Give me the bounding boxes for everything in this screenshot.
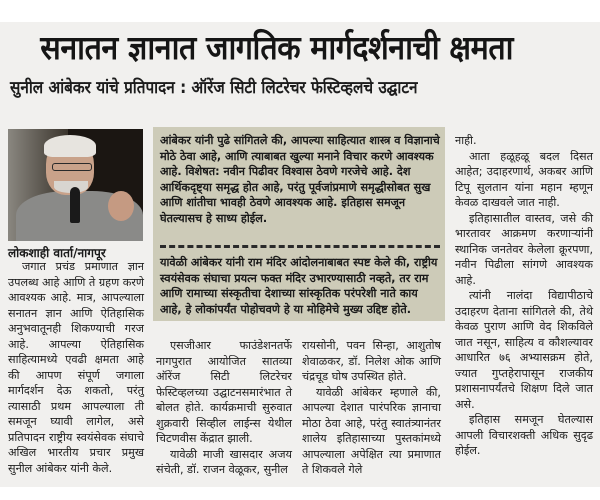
column-4-paragraph: त्यांनी नालंदा विद्यापीठाचे उदाहरण देताना सांगितले की, तेथे केवळ पुराण आणि वेद शिकविले जात नसून, साहित्य व कौशल्यावर आधारित ७६ अभ्यासक्रम होते, ज्यात गुप्तहेरापासून राजकीय प्रशासनापर्यंतचे शिक्षण दिले जात असे. [455,289,593,411]
highlight-paragraph-2: यावेळी आंबेकर यांनी राम मंदिर आंदोलनाबाबत स्पष्ट केले की, राष्ट्रीय स्वयंसेवक संघाचा प्रयत्न फक्त मंदिर उभारण्यासाठी नव्हते, तर राम आणि रामाच्या संस्कृतीचा देशाच्या सांस्कृतिक परंपरेशी नाते काय आहे, हे लोकांपर्यंत पोहोचवणे हे या मोहिमेचे मुख्य उद्दिष्ट होते. [160,256,438,316]
dateline: लोकशाही वार्ता/नागपूर [8,246,106,260]
column-4-paragraph: इतिहासातील वास्तव, जसे की भारतावर आक्रमण करणाऱ्यांनी स्थानिक जनतेवर केलेला क्रूरपणा, नवीन पिढीला सांगणे आवश्यक आहे. [455,211,593,287]
article-subheadline: सुनील आंबेकर यांचे प्रतिपादन : ऑरेंज सिटी लिटरेचर फेस्टिव्हलचे उद्घाटन [10,78,418,98]
photo-figure-glasses [52,163,92,171]
column-3-paragraph: यावेळी आंबेकर म्हणाले की, आपल्या देशात पारंपरिक ज्ञानाचा मोठा ठेवा आहे, परंतु स्वातंत्र्यानंतर शालेय इतिहासाच्या पुस्तकांमध्ये आपल्याला अपेक्षित त्या प्रमाणात ते शिकवले गेले [302,385,441,476]
speaker-photo [8,129,143,241]
article-column-4 [455,133,593,459]
dashed-divider [160,245,440,248]
column-2-paragraph: एसजीआर फाउंडेशनतर्फे नागपुरात आयोजित सातव्या ऑरेंज सिटी लिटरेचर फेस्टिव्हलच्या उद्घाटनसमारंभात ते बोलत होते. कार्यक्रमाची सुरुवात शुक्रवारी सिव्हील लाईन्स येथील चिटणवीस केंद्रात झाली. [156,339,292,445]
column-1-paragraph: जगात प्रचंड प्रमाणात ज्ञान उपलब्ध आहे आणि ते ग्रहण करणे आवश्यक आहे. मात्र, आपल्याला सनातन ज्ञान आणि ऐतिहासिक अनुभवातूनही शिकण्याची गरज आहे. आपल्या ऐतिहासिक साहित्यामध्ये एवढी क्षमता आहे की आपण संपूर्ण जगाला मार्गदर्शन देऊ शकतो, परंतु त्यासाठी प्रथम आपल्याला ती समजून घ्यावी लागेल, असे प्रतिपादन राष्ट्रीय स्वयंसेवक संघाचे अखिल भारतीय प्रचार प्रमुख सुनील आंबेकर यांनी केले. [8,260,145,475]
column-2-paragraph: यावेळी माजी खासदार अजय संचेती, डॉ. राजन वेळूकर, सुनील [156,447,292,476]
highlight-box [153,127,445,321]
photo-figure-hair [44,135,96,157]
microphone-icon [70,187,80,223]
column-4-paragraph: इतिहास समजून घेतल्यास आपली विचारशक्ती अधिक सुदृढ होईल. [455,413,593,457]
highlight-paragraph-1: आंबेकर यांनी पुढे सांगितले की, आपल्या साहित्यात शास्त्र व विज्ञानाचे मोठे ठेवा आहे, आणि त्याबाबत खुल्या मनाने विचार करणे आवश्यक आहे. विशेषत: नवीन पिढीवर विश्वास ठेवणे गरजेचे आहे. देश आर्थिकदृष्ट्या समृद्ध होत आहे, परंतु पूर्वजांप्रमाणे समृद्धीसोबत सुख आणि शांतीचा भावही ठेवणे आवश्यक आहे. इतिहास समजून घेतल्यासच हे साध्य होईल. [160,134,440,225]
photo-figure-hand [108,191,134,221]
article-headline: सनातन ज्ञानात जागतिक मार्गदर्शनाची क्षमता [40,28,514,67]
article-column-1 [8,259,144,476]
article-column-2 [156,338,292,478]
column-4-paragraph: नाही. [455,134,477,147]
article-column-3 [302,338,441,478]
column-3-paragraph: रायसोनी, पवन सिन्हा, आशुतोष शेवाळकर, डॉ. निलेश ओक आणि चंद्रचूड घोष उपस्थित होते. [302,339,441,383]
column-4-paragraph: आता हळूहळू बदल दिसत आहेत; उदाहरणार्थ, अकबर आणि टिपू सुलतान यांना महान म्हणून केवळ दाखवले जात नाही. [455,149,593,209]
